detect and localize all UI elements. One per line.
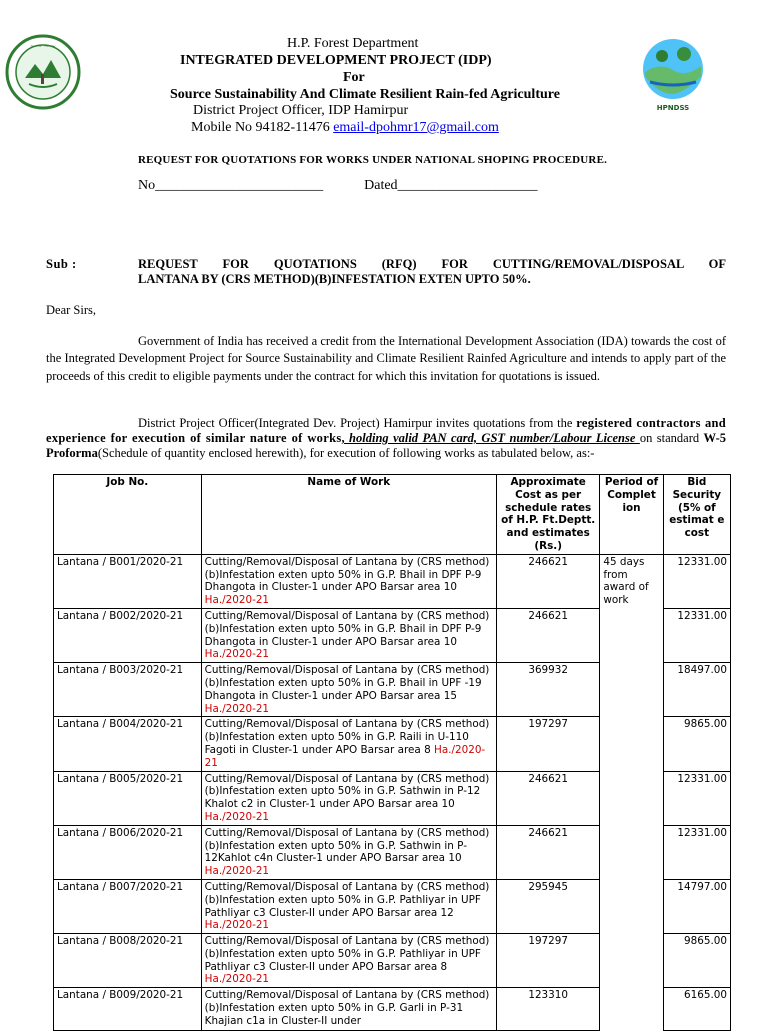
approx-cost-cell: 295945: [496, 879, 599, 933]
work-description: Cutting/Removal/Disposal of Lantana by (CRS method)(b)Infestation exten upto 50% in G.P. Sathwin in P-12Kahlot c4n Cluster-1 under APO Barsar area 10: [204, 826, 490, 865]
dated-field: Dated____________________: [364, 178, 538, 193]
work-area-year: Ha./2020-21: [204, 648, 270, 661]
paragraph-credit: Government of India has received a credit from the International Development Association (IDA) towards the cost of the Integrated Development Project for Source Sustainability and Climate Resilient Rainfed Agriculture and intends to apply part of the proceeds of this credit to eligible payments under the contract for which this invitation for quotations is issued.: [46, 334, 726, 383]
forest-department-logo: [5, 34, 81, 110]
period-cell: [600, 608, 663, 662]
approx-cost-cell: 246621: [496, 608, 599, 662]
work-name-cell: [201, 988, 496, 1031]
job-no-cell: Lantana / B009/2020-21: [54, 988, 202, 1031]
work-name-cell: [201, 825, 496, 879]
bid-security-cell: 9865.00: [663, 934, 730, 988]
work-description: Cutting/Removal/Disposal of Lantana by (CRS method)(b)Infestation exten upto 50% in G.P. Pathliyar in UPF Pathliyar c3 Cluster-II under APO Barsar area 12: [204, 880, 490, 919]
work-description: Cutting/Removal/Disposal of Lantana by (CRS method)(b)Infestation exten upto 50% in G.P. Sathwin in P-12 Khalot c2 in Cluster-1 under APO Barsar area 10: [204, 772, 490, 811]
table-row: [54, 771, 731, 825]
bid-security-cell: 12331.00: [663, 554, 730, 608]
job-no-cell: Lantana / B003/2020-21: [54, 663, 202, 717]
bid-security-cell: 12331.00: [663, 825, 730, 879]
reference-line: [138, 178, 538, 194]
work-description: Cutting/Removal/Disposal of Lantana by (CRS method)(b)Infestation exten upto 50% in G.P. Raili in U-110 Fagoti in Cluster-1 under APO Barsar area 8: [204, 718, 490, 756]
invitation-license: holding valid PAN card, GST number/Labour License: [349, 431, 640, 445]
work-name-cell: [201, 934, 496, 988]
invitation-tail: (Schedule of quantity enclosed herewith), for execution of following works as tabulated below, as:-: [97, 446, 595, 460]
email-link[interactable]: email-dpohmr17@gmail.com: [333, 120, 499, 135]
work-area-year: Ha./2020-21: [204, 865, 270, 878]
invitation-lead: District Project Officer(Integrated Dev. Project) Hamirpur invites quotations from the: [138, 416, 577, 430]
number-field: No________________________: [138, 178, 324, 193]
period-cell: [600, 771, 663, 825]
table-row: [54, 608, 731, 662]
table-header-row: [54, 475, 731, 555]
period-cell: 45 days from award of work: [600, 554, 663, 608]
period-cell: [600, 663, 663, 717]
works-table-body: [54, 554, 731, 1031]
work-name-cell: [201, 717, 496, 771]
table-row: [54, 988, 731, 1031]
work-description: Cutting/Removal/Disposal of Lantana by (CRS method)(b)Infestation exten upto 50% in G.P. Garli in P-31 Khajian c1a in Cluster-II under: [204, 989, 490, 1027]
bid-security-cell: 6165.00: [663, 988, 730, 1031]
svg-text:~ ~ ~ ~: ~ ~ ~ ~: [30, 43, 56, 50]
header-bid-security: Bid Security (5% of estimat e cost: [663, 475, 730, 555]
work-area-year: Ha./2020-21: [204, 702, 270, 715]
table-row: [54, 879, 731, 933]
subject-line-2: LANTANA BY (CRS METHOD)(B)INFESTATION EXTEN UPTO 50%.: [138, 272, 531, 286]
table-row: [54, 934, 731, 988]
period-cell: [600, 879, 663, 933]
approx-cost-cell: 246621: [496, 771, 599, 825]
header-job-no: Job No.: [54, 475, 202, 555]
work-area-year: Ha./2020-21: [204, 810, 270, 823]
header-name-of-work: Name of Work: [201, 475, 496, 555]
mobile-number: Mobile No 94182-11476: [191, 120, 334, 135]
approx-cost-cell: 246621: [496, 554, 599, 608]
work-name-cell: [201, 554, 496, 608]
bid-security-cell: 18497.00: [663, 663, 730, 717]
header-period: Period of Complet ion: [600, 475, 663, 555]
work-description: Cutting/Removal/Disposal of Lantana by (CRS method)(b)Infestation exten upto 50% in G.P. Bhail in DPF P-9 Dhangota in Cluster-1 under APO Barsar area 10: [204, 609, 490, 648]
period-cell: [600, 934, 663, 988]
job-no-cell: Lantana / B005/2020-21: [54, 771, 202, 825]
bid-security-cell: 12331.00: [663, 771, 730, 825]
period-cell: [600, 825, 663, 879]
officer-name: District Project Officer, IDP Hamirpur: [193, 103, 409, 118]
table-row: [54, 717, 731, 771]
approx-cost-cell: 246621: [496, 825, 599, 879]
invitation-comma: ,: [341, 431, 350, 445]
project-title: INTEGRATED DEVELOPMENT PROJECT (IDP): [180, 53, 492, 68]
approx-cost-cell: 369932: [496, 663, 599, 717]
work-description: Cutting/Removal/Disposal of Lantana by (CRS method)(b)Infestation exten upto 50% in G.P. Bhail in UPF -19 Dhangota in Cluster-1 under APO Barsar area 15: [204, 664, 490, 702]
for-label: For: [343, 70, 365, 85]
work-area-year: Ha./2020-21: [204, 973, 270, 986]
period-cell: [600, 717, 663, 771]
job-no-cell: Lantana / B006/2020-21: [54, 825, 202, 879]
subject-line-1: REQUEST FOR QUOTATIONS (RFQ) FOR CUTTING/REMOVAL/DISPOSAL OF: [138, 257, 726, 271]
job-no-cell: Lantana / B002/2020-21: [54, 608, 202, 662]
table-row: [54, 554, 731, 608]
work-name-cell: [201, 771, 496, 825]
salutation: Dear Sirs,: [46, 303, 96, 317]
bid-security-cell: 12331.00: [663, 608, 730, 662]
contact-line: [191, 119, 499, 136]
header-approx-cost: Approximate Cost as per schedule rates of H.P. Ft.Deptt. and estimates (Rs.): [496, 475, 599, 555]
department-name: H.P. Forest Department: [287, 36, 419, 51]
table-row: [54, 663, 731, 717]
work-area-year: Ha./2020-21: [204, 919, 270, 932]
work-area-year: Ha./2020-21: [204, 743, 486, 769]
paragraph-invitation: [46, 416, 726, 461]
approx-cost-cell: 123310: [496, 988, 599, 1031]
invitation-mid: on standard: [639, 431, 704, 445]
works-table: [53, 474, 731, 1031]
job-no-cell: Lantana / B004/2020-21: [54, 717, 202, 771]
work-description: Cutting/Removal/Disposal of Lantana by (CRS method)(b)Infestation exten upto 50% in G.P. Pathliyar in UPF Pathliyar c3 Cluster-II under APO Barsar area 8: [204, 935, 490, 973]
approx-cost-cell: 197297: [496, 717, 599, 771]
job-no-cell: Lantana / B007/2020-21: [54, 879, 202, 933]
work-name-cell: [201, 663, 496, 717]
period-cell: [600, 988, 663, 1031]
table-row: [54, 825, 731, 879]
work-name-cell: [201, 608, 496, 662]
hpndss-logo: [640, 36, 706, 112]
work-area-year: Ha./2020-21: [204, 594, 270, 607]
job-no-cell: Lantana / B001/2020-21: [54, 554, 202, 608]
hpndss-logo-label: HPNDSS: [656, 104, 690, 112]
work-description: Cutting/Removal/Disposal of Lantana by (CRS method)(b)Infestation exten upto 50% in G.P. Bhail in DPF P-9 Dhangota in Cluster-1 under APO Barsar area 10: [204, 555, 490, 594]
invitation-proforma: W-5 Proforma: [46, 431, 726, 460]
scheme-name: Source Sustainability And Climate Resilient Rain-fed Agriculture: [170, 87, 560, 102]
subject-label: Sub :: [46, 257, 77, 271]
invitation-contractors: registered contractors and experience for execution of similar nature of works: [46, 416, 727, 445]
bid-security-cell: 9865.00: [663, 717, 730, 771]
approx-cost-cell: 197297: [496, 934, 599, 988]
job-no-cell: Lantana / B008/2020-21: [54, 934, 202, 988]
request-title: REQUEST FOR QUOTATIONS FOR WORKS UNDER NATIONAL SHOPING PROCEDURE.: [138, 154, 608, 166]
bid-security-cell: 14797.00: [663, 879, 730, 933]
work-name-cell: [201, 879, 496, 933]
